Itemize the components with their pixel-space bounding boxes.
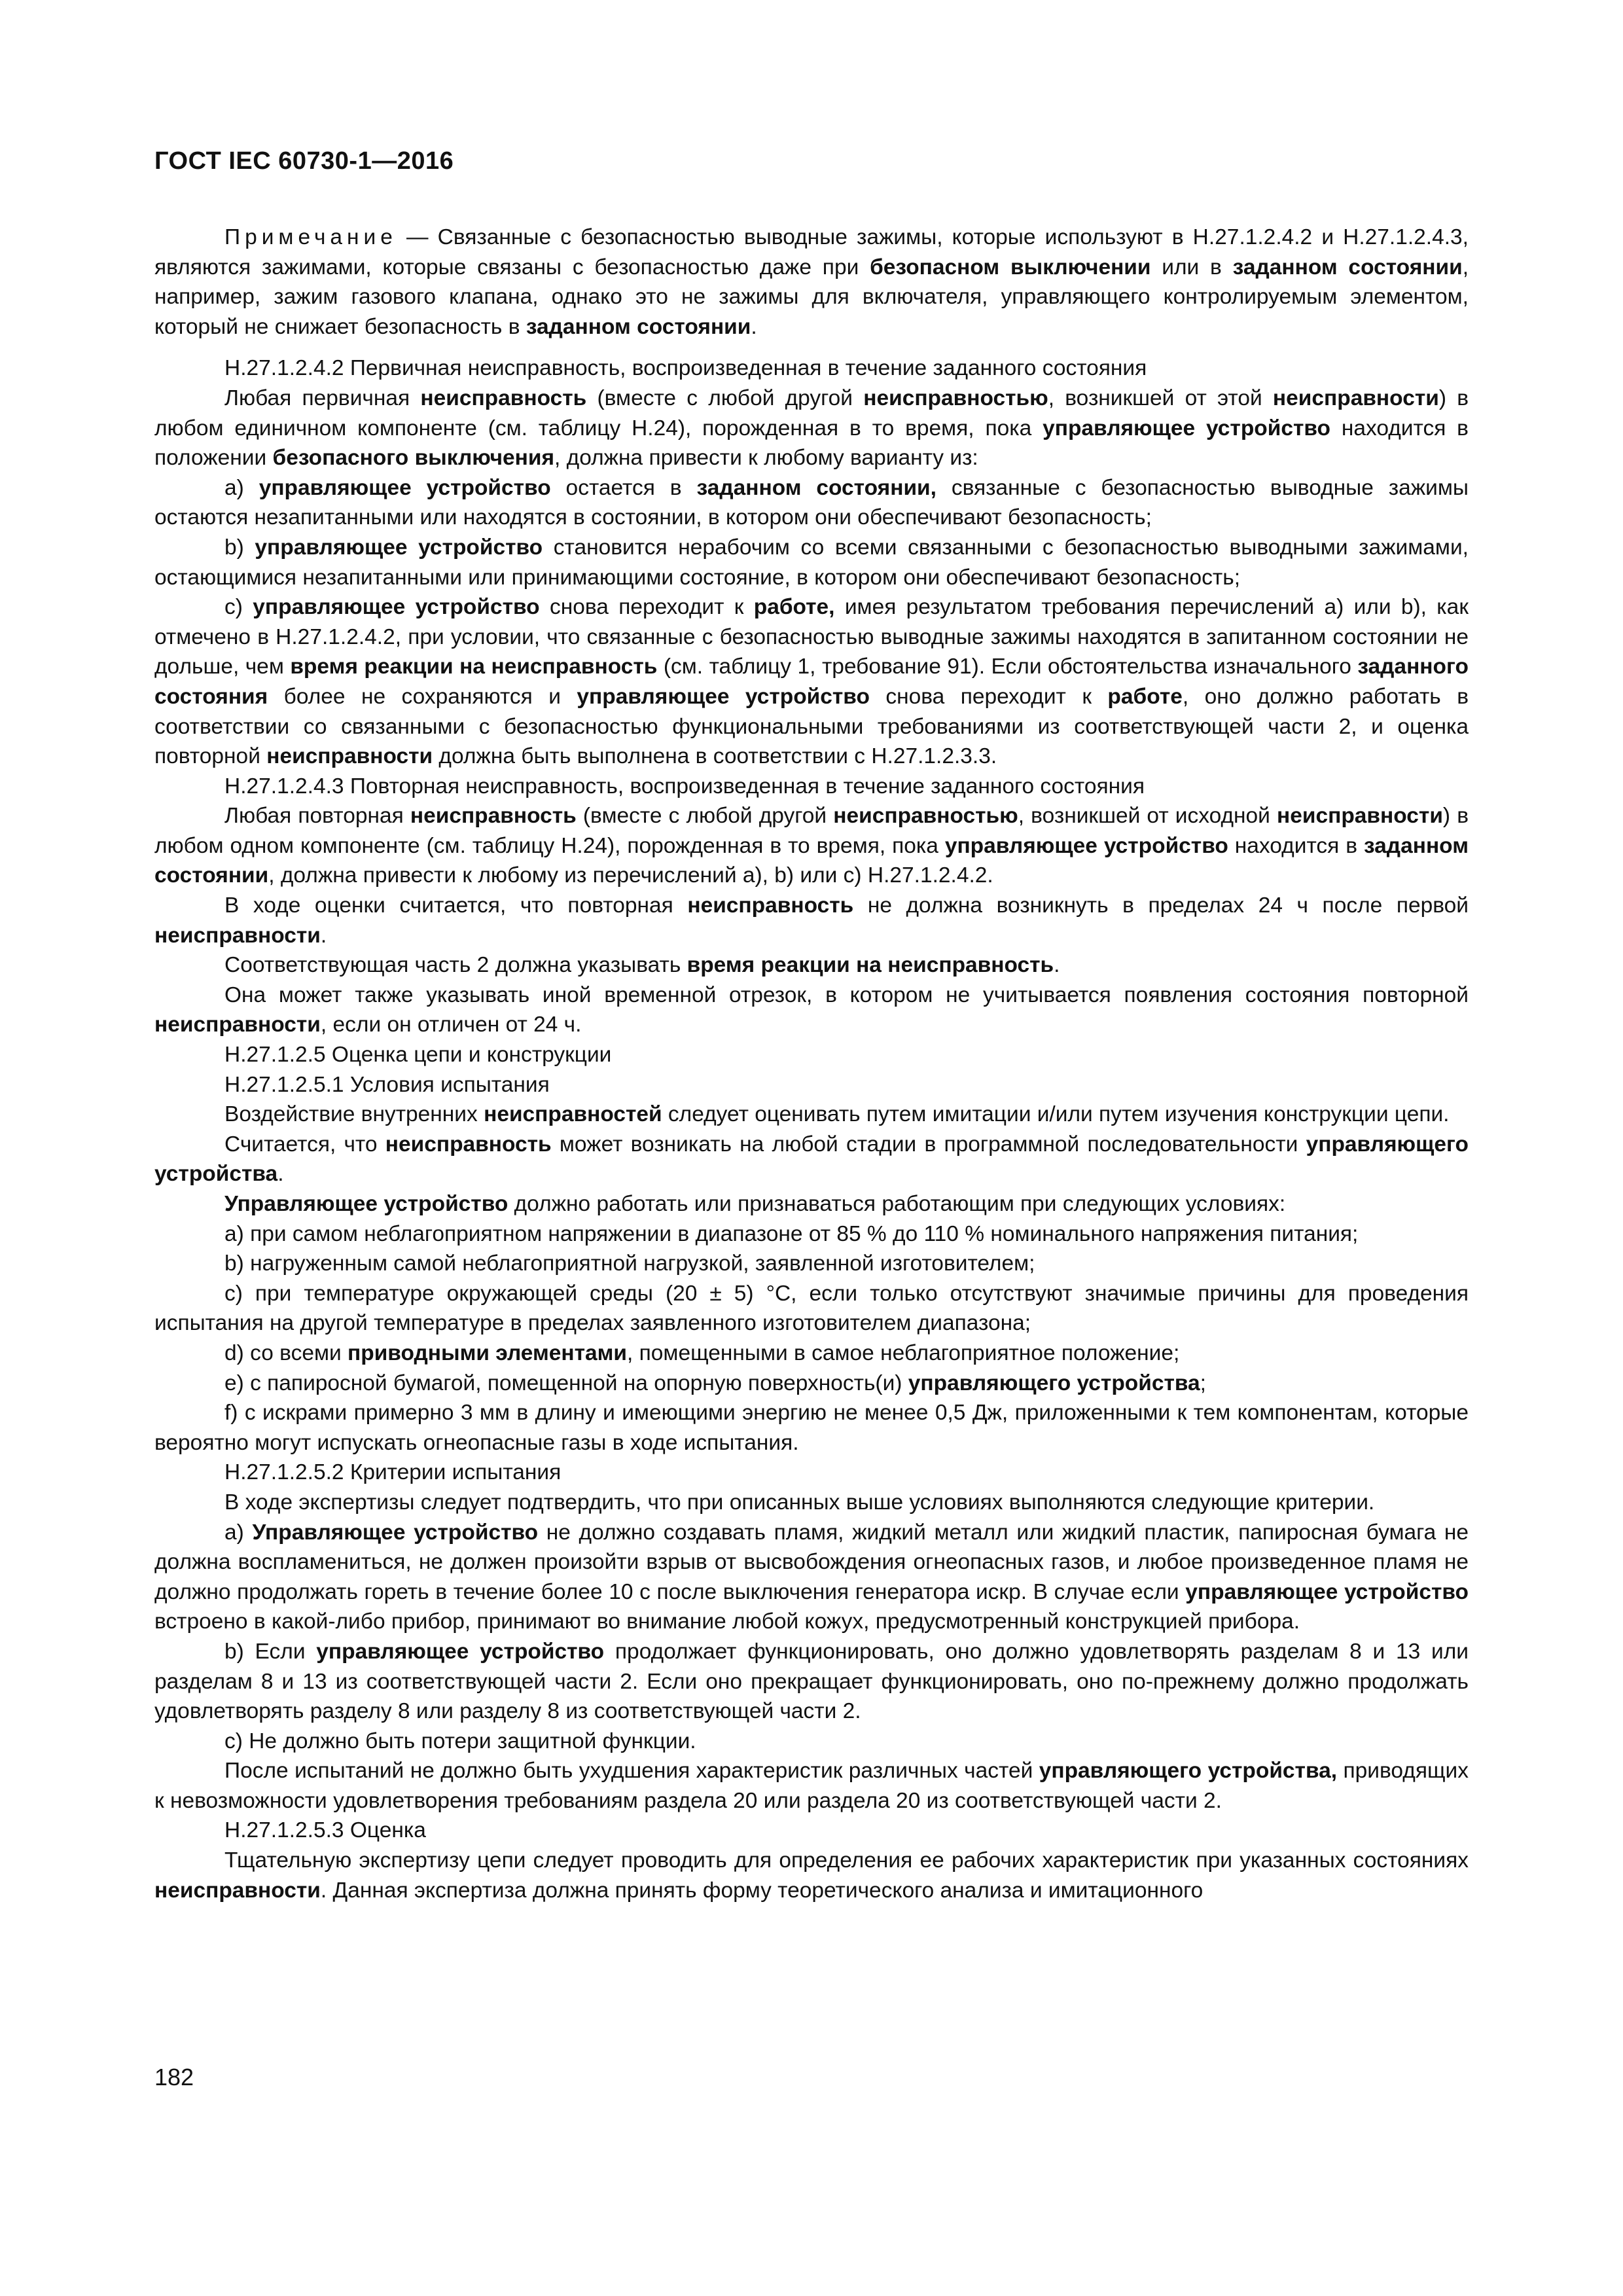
body-paragraph [154,1846,1469,1905]
bold-term: управляющее устройство [259,475,551,500]
bold-term: неисправности [266,744,433,769]
body-paragraph [154,980,1469,1040]
bold-term: заданного состояния [154,655,1469,709]
text-run: Тщательную экспертизу цепи следует проводить для определения ее рабочих характеристик при указанных состояниях [224,1848,1469,1873]
text-run: может возникать на любой стадии в программной последовательности [551,1132,1306,1157]
bold-term: неисправности [154,923,321,948]
text-run: ) в любом единичном компоненте (см. таблицу H.24), порожденная в то время, пока [154,386,1469,440]
text-run: , должна привести к любому из перечислений a), b) или c) H.27.1.2.4.2. [268,863,993,888]
text-run: Воздействие внутренних [224,1102,484,1127]
body-paragraph [154,1727,1469,1757]
text-run: (см. таблицу 1, требование 91). Если обстоятельства изначального [657,655,1358,679]
text-run: H.27.1.2.5.3 Оценка [224,1818,426,1843]
body-paragraph [154,533,1469,592]
body-paragraph [154,1458,1469,1488]
body-paragraph [154,1189,1469,1219]
text-run: становится нерабочим со всеми связанными с безопасностью выводными зажимами, остающимися незапитанными или принимающими состояние, в котором они обеспечивают безопасность; [154,535,1469,590]
body-paragraph [154,353,1469,384]
bold-term: заданном состоянии [154,833,1469,888]
text-run: H.27.1.2.5 Оценка цепи и конструкции [224,1043,612,1067]
text-run: H.27.1.2.4.2 Первичная неисправность, воспроизведенная в течение заданного состояния [224,356,1147,381]
text-run: Считается, что [224,1132,385,1157]
text-run: находится в положении [154,416,1469,471]
body-paragraph [154,801,1469,891]
bold-term: управляющего устройства [908,1371,1200,1395]
body-paragraph [154,473,1469,533]
text-run: . Данная экспертиза должна принять форму теоретического анализа и имитационного [320,1878,1204,1903]
text-run: . [1054,953,1060,978]
text-run: , возникшей от исходной [1018,804,1277,829]
bold-term: заданном состоянии [1232,255,1463,279]
text-run: связанные с безопасностью выводные зажимы остаются незапитанными или находятся в состоянии, в котором они обеспечивают безопасность; [154,475,1469,530]
bold-term: время реакции на неисправность [290,655,658,679]
bold-term: неисправностей [484,1102,662,1127]
text-run: находится в [1228,833,1364,858]
spacer [154,342,1469,353]
bold-term: неисправность [687,893,854,918]
text-run: Любая повторная [224,804,410,829]
text-run: . [277,1162,284,1187]
bold-term: неисправности [1277,804,1443,829]
text-run: должно работать или признаваться работающим при следующих условиях: [508,1192,1286,1216]
text-run: остается в [550,475,697,500]
text-run: b) [224,535,255,560]
bold-term: неисправность [420,386,587,410]
text-run: (вместе с любой другой [576,804,834,829]
text-run: Примечание [224,225,397,249]
text-run: (вместе с любой другой [586,386,864,410]
text-run: продолжает функционировать, оно должно удовлетворять разделам 8 и 13 или разделам 8 и 13 из соответствующей части 2. Если оно прекращает функционировать, оно по-прежнему должно продолжать удовлетворять разделу 8 или разделу 8 из соответствующей части 2. [154,1639,1469,1724]
body-paragraph [154,1130,1469,1189]
text-run: , если он отличен от 24 ч. [320,1013,582,1037]
text-run: c) [224,595,253,620]
body-paragraph [154,1398,1469,1458]
text-run: снова переходит к [539,595,754,620]
bold-term: приводными элементами [348,1340,628,1365]
body-paragraph [154,1249,1469,1279]
body-paragraph [154,1219,1469,1249]
text-run: e) с папиросной бумагой, помещенной на опорную поверхность(и) [224,1371,908,1395]
body-paragraph [154,1040,1469,1070]
bold-term: неисправностью [833,804,1018,829]
bold-term: Управляющее устройство [252,1520,539,1545]
text-run: приводящих к невозможности удовлетворения требованиям раздела 20 или раздела 20 из соответствующей части 2. [154,1759,1469,1813]
bold-term: управляющее устройство [316,1639,605,1664]
text-run: не должна возникнуть в пределах 24 ч после первой [853,893,1469,918]
text-run: , возникшей от этой [1048,386,1273,410]
text-run: следует оценивать путем имитации и/или путем изучения конструкции цепи. [662,1102,1450,1127]
text-run: . [320,923,327,948]
bold-term: заданном состоянии, [696,475,936,500]
text-run: c) Не должно быть потери защитной функции. [224,1729,696,1753]
bold-term: управляющего устройства, [1039,1759,1338,1784]
text-run: f) с искрами примерно 3 мм в длину и имеющими энергию не менее 0,5 Дж, приложенными к тем компонентам, которые вероятно могут испускать огнеопасные газы в ходе испытания. [154,1401,1469,1455]
bold-term: управляющего устройства [154,1132,1469,1187]
text-run: . [751,314,757,339]
text-run: , оно должно работать в соответствии со связанными с безопасностью функциональными требованиями из соответствующей части 2, и оценка повторной [154,684,1469,769]
bold-term: время реакции на неисправность [687,953,1054,978]
text-run: В ходе оценки считается, что повторная [224,893,688,918]
document-header: ГОСТ IEC 60730-1—2016 [154,147,454,175]
text-run: d) со всеми [224,1340,348,1365]
text-run: — Связанные с безопасностью выводные зажимы, которые используют в H.27.1.2.4.2 и H.27.1.2.4.3, являются зажимами, которые связаны с безопасностью даже при [154,225,1469,279]
text-run: снова переходит к [869,684,1108,709]
text-run: a) [224,1520,253,1545]
body-paragraph [154,772,1469,802]
body-paragraph [154,1338,1469,1369]
note-paragraph [154,223,1469,342]
body-paragraph [154,1279,1469,1338]
text-run: b) Если [224,1639,317,1664]
body-paragraph [154,1369,1469,1399]
text-run: , должна привести к любому варианту из: [554,446,978,471]
body-paragraph [154,1816,1469,1846]
bold-term: неисправность [385,1132,552,1157]
bold-term: неисправностью [863,386,1048,410]
text-run: не должно создавать пламя, жидкий металл или жидкий пластик, папиросная бумага не должна воспламениться, не должен произойти взрыв от высвобождения огнеопасных газов, и любое произведенное пламя не должно продолжать гореть в течение более 10 с после выключения генератора искр. В случае если [154,1520,1469,1604]
document-body [154,223,1469,1905]
body-paragraph [154,950,1469,980]
text-run: H.27.1.2.5.2 Критерии испытания [224,1460,562,1485]
text-run: более не сохраняются и [268,684,577,709]
text-run: Соответствующая часть 2 должна указывать [224,953,687,978]
body-paragraph [154,1100,1469,1130]
bold-term: заданном состоянии [526,314,751,339]
text-run: должна быть выполнена в соответствии с H.27.1.2.3.3. [433,744,997,769]
text-run: , например, зажим газового клапана, однако это не зажимы для включателя, управляющего контролируемым элементом, который не снижает безопасность в [154,255,1469,339]
text-run: встроено в какой-либо прибор, принимают во внимание любой кожух, предусмотренный конструкцией прибора. [154,1609,1300,1634]
bold-term: безопасном выключении [870,255,1151,279]
text-run: H.27.1.2.4.3 Повторная неисправность, воспроизведенная в течение заданного состояния [224,774,1145,798]
body-paragraph [154,1488,1469,1518]
bold-term: управляющее устройство [255,535,543,560]
bold-term: работе, [753,595,835,620]
body-paragraph [154,891,1469,950]
text-run: Она может также указывать иной временной отрезок, в котором не учитывается появления состояния повторной [224,982,1469,1007]
bold-term: неисправности [154,1878,321,1903]
page-number: 182 [154,2064,194,2090]
bold-term: неисправности [1272,386,1439,410]
bold-term: управляющее устройство [577,684,870,709]
text-run: c) при температуре окружающей среды (20 ± 5) °С, если только отсутствуют значимые причины для проведения испытания на другой температуре в пределах заявленного изготовителем диапазона; [154,1281,1469,1336]
bold-term: неисправность [410,804,577,829]
bold-term: управляющее устройство [1043,416,1330,440]
bold-term: работе [1107,684,1183,709]
text-run: b) нагруженным самой неблагоприятной нагрузкой, заявленной изготовителем; [224,1251,1035,1276]
body-paragraph [154,384,1469,473]
body-paragraph [154,592,1469,772]
bold-term: управляющее устройство [944,833,1228,858]
text-run: H.27.1.2.5.1 Условия испытания [224,1072,550,1097]
body-paragraph [154,1756,1469,1816]
text-run: или в [1150,255,1233,279]
text-run: ; [1200,1371,1206,1395]
text-run: , помещенными в самое неблагоприятное положение; [627,1340,1180,1365]
text-run: Любая первичная [224,386,421,410]
text-run: a) [224,475,259,500]
body-paragraph [154,1070,1469,1100]
bold-term: управляющее устройство [253,595,540,620]
body-paragraph [154,1637,1469,1727]
bold-term: управляющее устройство [1185,1579,1469,1604]
body-paragraph [154,1518,1469,1637]
text-run: ) в любом одном компоненте (см. таблицу H.24), порожденная в то время, пока [154,804,1469,858]
bold-term: безопасного выключения [272,446,555,471]
bold-term: неисправности [154,1013,321,1037]
text-run: имея результатом требования перечислений a) или b), как отмечено в H.27.1.2.4.2, при условии, что связанные с безопасностью выводные зажимы находятся в запитанном состоянии не дольше, чем [154,595,1469,679]
text-run: a) при самом неблагоприятном напряжении в диапазоне от 85 % до 110 % номинального напряжения питания; [224,1221,1359,1246]
text-run: После испытаний не должно быть ухудшения характеристик различных частей [224,1759,1039,1784]
bold-term: Управляющее устройство [224,1192,508,1216]
text-run: В ходе экспертизы следует подтвердить, что при описанных выше условиях выполняются следующие критерии. [224,1490,1375,1515]
